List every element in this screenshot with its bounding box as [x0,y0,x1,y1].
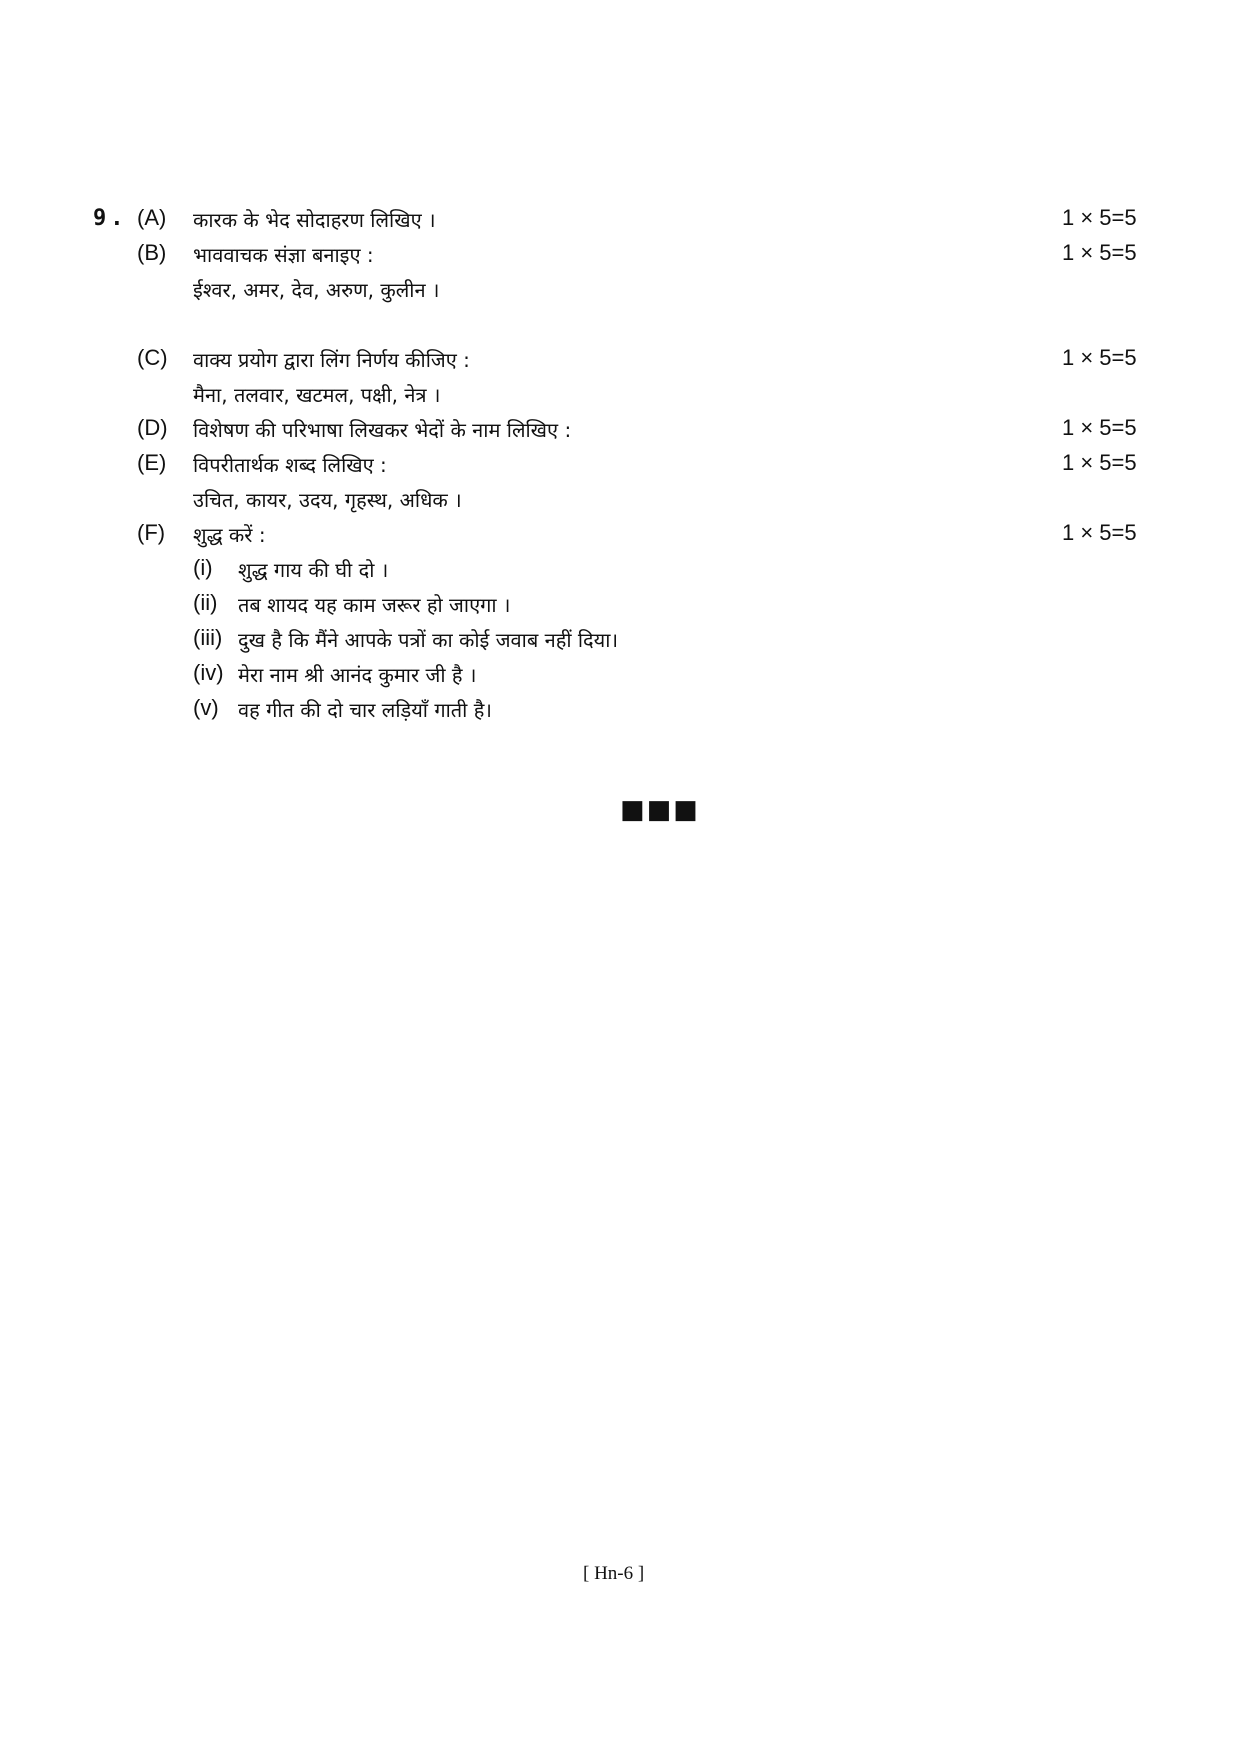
page-footer: [ Hn-6 ] [583,1563,645,1584]
part-a-label: (A) [137,205,167,230]
part-b-label: (B) [137,240,167,265]
part-b-text: भाववाचक संज्ञा बनाइए : [193,243,374,267]
part-e-text: विपरीतार्थक शब्द लिखिए : [193,453,387,477]
part-c-text: वाक्य प्रयोग द्वारा लिंग निर्णय कीजिए : [193,348,470,372]
part-f-text: शुद्ध करें : [193,523,266,547]
subitem-iii-label: (iii) [193,625,223,650]
part-c-label: (C) [137,345,168,370]
part-b-marks: 1 × 5=5 [1062,240,1137,265]
subitem-ii-label: (ii) [193,590,218,615]
part-e-words: उचित, कायर, उदय, गृहस्थ, अधिक । [193,488,462,512]
part-d-text: विशेषण की परिभाषा लिखकर भेदों के नाम लिखिए : [193,418,572,442]
part-a-text: कारक के भेद सोदाहरण लिखिए । [193,208,436,232]
subitem-ii-text: तब शायद यह काम जरूर हो जाएगा । [238,593,511,617]
part-a-marks: 1 × 5=5 [1062,205,1137,230]
part-e-marks: 1 × 5=5 [1062,450,1137,475]
part-d-label: (D) [137,415,168,440]
part-c-words: मैना, तलवार, खटमल, पक्षी, नेत्र । [193,383,441,407]
subitem-iv-label: (iv) [193,660,224,685]
part-d-marks: 1 × 5=5 [1062,415,1137,440]
end-of-section-mark: ■■■ [620,795,700,825]
subitem-iii-text: दुख है कि मैंने आपके पत्रों का कोई जवाब नहीं दिया। [238,628,619,652]
subitem-i-text: शुद्ध गाय की घी दो । [238,558,389,582]
subitem-iv-text: मेरा नाम श्री आनंद कुमार जी है । [238,663,477,687]
part-e-label: (E) [137,450,167,475]
part-c-marks: 1 × 5=5 [1062,345,1137,370]
subitem-v-text: वह गीत की दो चार लड़ियाँ गाती है। [238,698,492,722]
subitem-v-label: (v) [193,695,219,720]
part-b-words: ईश्वर, अमर, देव, अरुण, कुलीन । [193,278,440,302]
part-f-label: (F) [137,520,166,545]
question-number: 9. [93,206,128,231]
subitem-i-label: (i) [193,555,213,580]
part-f-marks: 1 × 5=5 [1062,520,1137,545]
